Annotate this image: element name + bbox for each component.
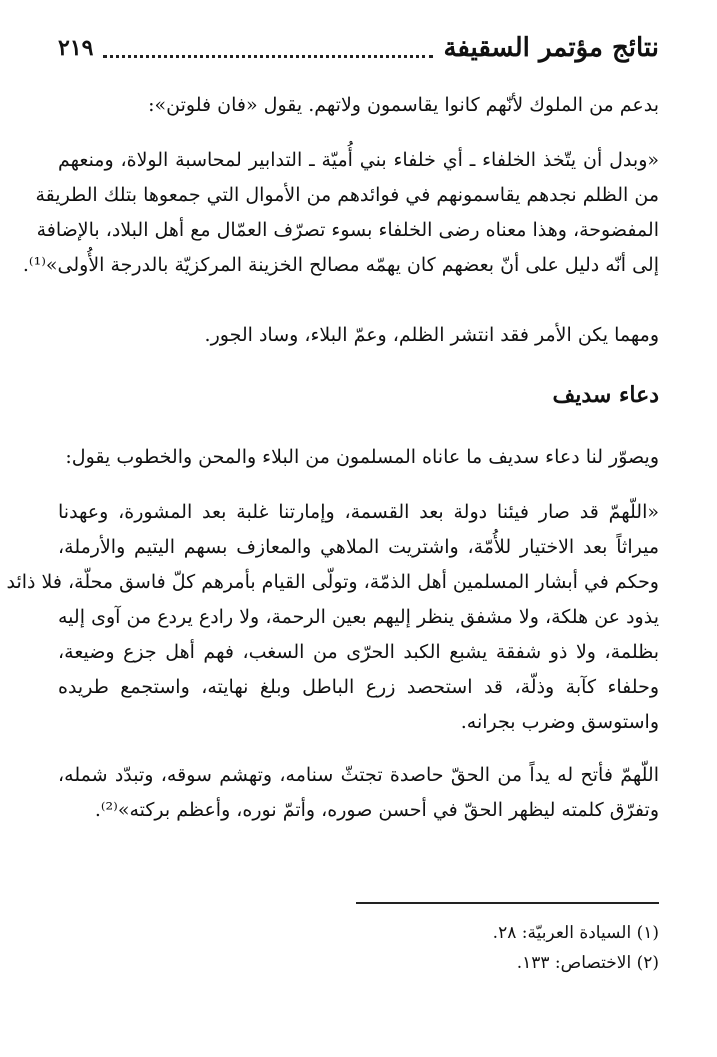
text-line: وتفرّق كلمته ليظهر الحقّ في أحسن صوره، وأتمّ نوره، وأعظم بركته»⁽²⁾.: [94, 799, 659, 821]
text-line: ويصوّر لنا دعاء سديف ما عاناه المسلمون من البلاء والمحن والخطوب يقول:: [65, 446, 659, 468]
text-line: ومهما يكن الأمر فقد انتشر الظلم، وعمّ البلاء، وساد الجور.: [204, 324, 659, 346]
text-line: واستوسق وضرب بجرانه.: [460, 711, 659, 733]
text-line: «اللّهمّ قد صار فيئنا دولة بعد القسمة، وإمارتنا غلبة بعد المشورة، وعهدنا: [58, 501, 659, 523]
text-line: «وبدل أن يتّخذ الخلفاء ـ أي خلفاء بني أُميّة ـ التدابير لمحاسبة الولاة، ومنعهم: [58, 149, 659, 171]
footnote: (٢) الاختصاص: ١٣٣.: [516, 953, 659, 973]
header-dot-leader: [103, 55, 433, 58]
page-header: [58, 28, 659, 68]
page-number: ٢١٩: [58, 35, 94, 61]
section-heading: دعاء سديف: [552, 382, 659, 408]
text-line: ميراثاً بعد الاختيار للأُمّة، واشتريت الملاهي والمعازف بسهم اليتيم والأرملة،: [58, 536, 659, 558]
running-title: نتائج مؤتمر السقيفة: [443, 33, 659, 63]
text-line: بظلمة، ولا ذو شفقة يشبع الكبد الحرّى من السغب، فهم أهل جزع وضيعة،: [58, 641, 659, 663]
text-line: إلى أنّه دليل على أنّ بعضهم كان يهمّه مصالح الخزينة المركزيّة بالدرجة الأُولى»⁽¹⁾.: [22, 254, 659, 276]
text-line: المفضوحة، وهذا معناه رضى الخلفاء بسوء تصرّف العمّال مع أهل البلاد، بالإضافة: [36, 219, 659, 241]
text-line: يذود عن هلكة، ولا مشفق ينظر إليهم بعين الرحمة، ولا رادع يردع من آوى إليه: [58, 606, 659, 628]
text-line: وحكم في أبشار المسلمين أهل الذمّة، وتولّى القيام بأمرهم كلّ فاسق محلّة، فلا ذائد: [6, 571, 659, 593]
text-line: من الظلم نجدهم يقاسمونهم في فوائدهم من الأموال التي جمعوها بتلك الطريقة: [35, 184, 659, 206]
text-line: وحلفاء كآبة وذلّة، قد استحصد زرع الباطل وبلغ نهايته، واستجمع طريده: [58, 676, 659, 698]
footnote-separator: [356, 902, 659, 904]
text-line: اللّهمّ فأتح له يداً من الحقّ حاصدة تجتثّ سنامه، وتهشم سوقه، وتبدّد شمله،: [58, 764, 659, 786]
text-line: بدعم من الملوك لأنّهم كانوا يقاسمون ولاتهم. يقول «فان فلوتن»:: [148, 94, 659, 116]
footnote: (١) السيادة العربيّة: ٢٨.: [492, 923, 659, 943]
